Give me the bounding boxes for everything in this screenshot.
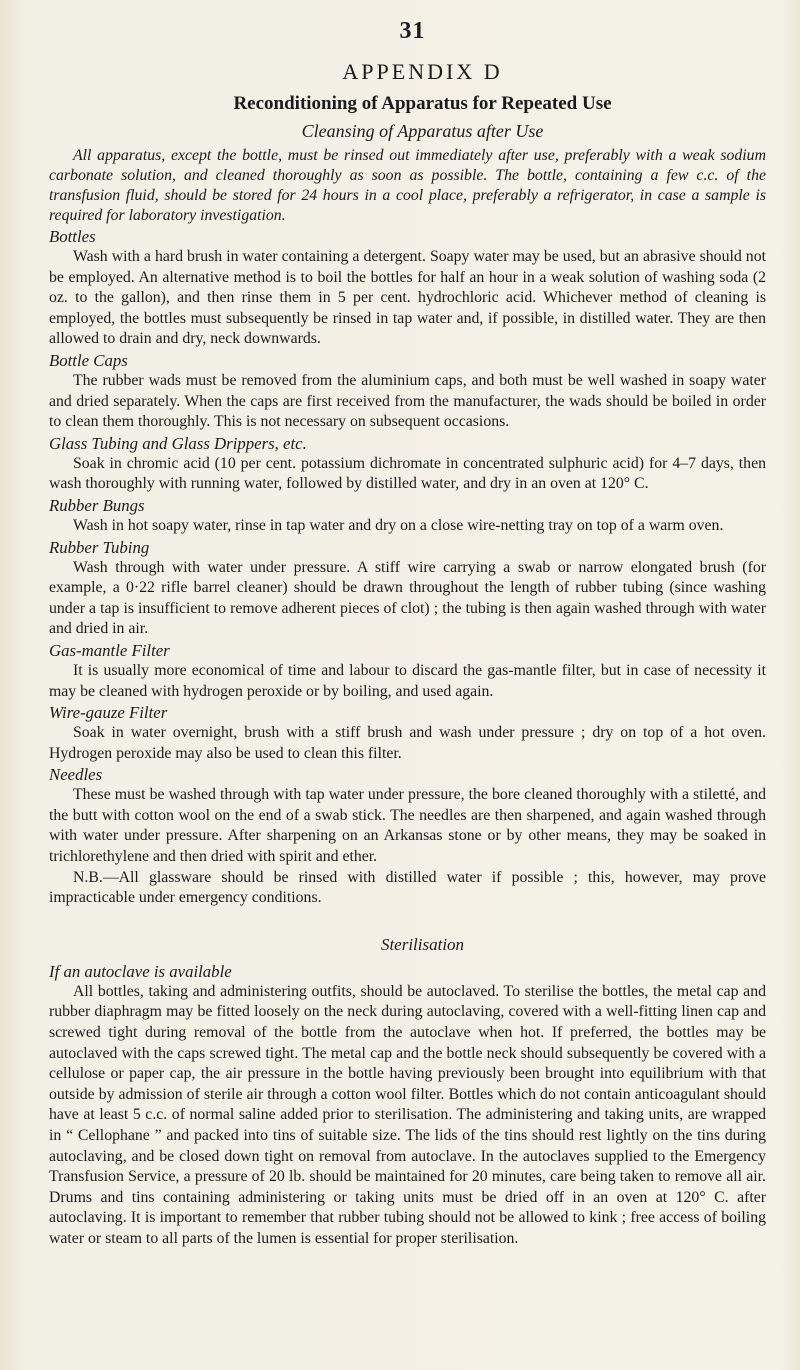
section-title: Bottles: [49, 227, 96, 246]
appendix-title: APPENDIX D: [342, 59, 503, 84]
section-text: Soak in water overnight, brush with a stiff brush and wash under pressure ; dry on top of a hot oven. Hydrogen peroxide may also be used to clean this filter.: [49, 724, 766, 762]
main-heading: Reconditioning of Apparatus for Repeated Use: [233, 93, 612, 114]
section-rubber-tubing: [49, 537, 766, 640]
section-text: These must be washed through with tap water under pressure, the bore cleaned thoroughly with a stiletté, and the butt with cotton wool on the end of a swab stick. The needles are then sharpened, and again washed through with water under pressure. After sharpening on an Arkansas stone or by other means, they may be soaked in trichlorethylene and then dried with spirit and ether.: [49, 786, 766, 866]
section-title: Gas-mantle Filter: [49, 640, 170, 660]
section-text: The rubber wads must be removed from the aluminium caps, and both must be well washed in soapy water and dried separately. When the caps are first received from the manufacturer, the wads should be boiled in order to clean them thoroughly. This is not necessary on subsequent occasions.: [49, 371, 766, 431]
intro-paragraph: All apparatus, except the bottle, must be rinsed out immediately after use, preferably with a weak sodium carbonate solution, and cleaned thoroughly as soon as possible. The bottle, containing a few c.c. of the transfusion fluid, should be stored for 24 hours in a cool place, preferably a refrigerator, in case a sample is required for laboratory investigation.: [49, 147, 766, 224]
section-wire-gauze-filter: [49, 702, 766, 764]
section-text: It is usually more economical of time and labour to discard the gas-mantle filter, but in case of necessity it may be cleaned with hydrogen peroxide or by boiling, and used again.: [49, 661, 766, 700]
section-text: Soak in chromic acid (10 per cent. potassium dichromate in concentrated sulphuric acid) for 4–7 days, then wash thoroughly with running water, followed by distilled water, and dry in an oven at 120° C.: [49, 454, 766, 493]
section-title: Rubber Tubing: [49, 537, 150, 557]
sterilisation-heading: Sterilisation: [380, 934, 465, 954]
section-text: Wash through with water under pressure. A stiff wire carrying a swab or narrow elongated brush (for example, a 0·22 rifle barrel cleaner) should be drawn throughout the length of rubber tubing (since washing under a tap is insufficient to remove adherent pieces of clot) ; the tubing is then again washed through with water and dried in air.: [49, 558, 766, 638]
sterilisation-paragraph: All bottles, taking and administering outfits, should be autoclaved. To sterilise the bottles, the metal cap and rubber diaphragm may be fitted loosely on the neck during autoclaving, covered with a well-fitting linen cap and screwed tight during removal of the bottle from the autoclave when hot. If preferred, the bottles may be autoclaved with the caps screwed tight. The metal cap and the bottle neck should subsequently be covered with a cellulose or paper cap, the air pressure in the bottle having previously been brought into equilibrium with that outside by admission of sterile air through a cotton wool filter. Bottles which do not contain anticoagulant should have at least 5 c.c. of normal saline added prior to sterilisation. The administering and taking units, are wrapped in “ Cellophane ” and packed into tins of suitable size. The lids of the tins should rest lightly on the tins during autoclaving, and be closed down tight on removal from autoclave. In the autoclaves supplied to the Emergency Transfusion Service, a pressure of 20 lb. should be maintained for 20 minutes, care being taken to remove all air. Drums and tins containing administering or taking units must be dried off in an oven at 120° C. after autoclaving. It is important to remember that rubber tubing should not be allowed to kink ; free access of boiling water or steam to all parts of the lumen is essential for proper sterilisation.: [49, 982, 766, 1247]
note-paragraph: N.B.—All glassware should be rinsed with distilled water if possible ; this, however, may prove impracticable under emergency conditions.: [49, 868, 766, 907]
section-bottle-caps: [49, 350, 766, 433]
section-gas-mantle-filter: [49, 640, 766, 702]
section-text: Wash with a hard brush in water containing a detergent. Soapy water may be used, but an abrasive should not be employed. An alternative method is to boil the bottles for half an hour in a weak solution of washing soda (2 oz. to the gallon), and then rinse them in 5 per cent. hydrochloric acid. Whichever method of cleaning is employed, the bottles must subsequently be rinsed in tap water and, if possible, in distilled water. They are then allowed to drain and dry, neck downwards.: [49, 248, 766, 348]
section-title: Glass Tubing and Glass Drippers, etc.: [49, 433, 307, 453]
section-bottles: [49, 226, 766, 350]
section-rubber-bungs: [49, 495, 766, 537]
section-needles: [49, 764, 766, 867]
section-title: Needles: [49, 765, 103, 785]
section-title: Bottle Caps: [49, 350, 128, 370]
section-title: Rubber Bungs: [49, 495, 145, 515]
cleansing-heading: Cleansing of Apparatus after Use: [301, 121, 544, 141]
page-number: 31: [399, 18, 426, 44]
sterilisation-subtitle: If an autoclave is available: [49, 961, 232, 981]
section-text: Wash in hot soapy water, rinse in tap water and dry on a close wire-netting tray on top of a warm oven.: [73, 516, 724, 534]
section-title: Wire-gauze Filter: [49, 703, 168, 723]
section-glass-tubing: [49, 433, 766, 495]
